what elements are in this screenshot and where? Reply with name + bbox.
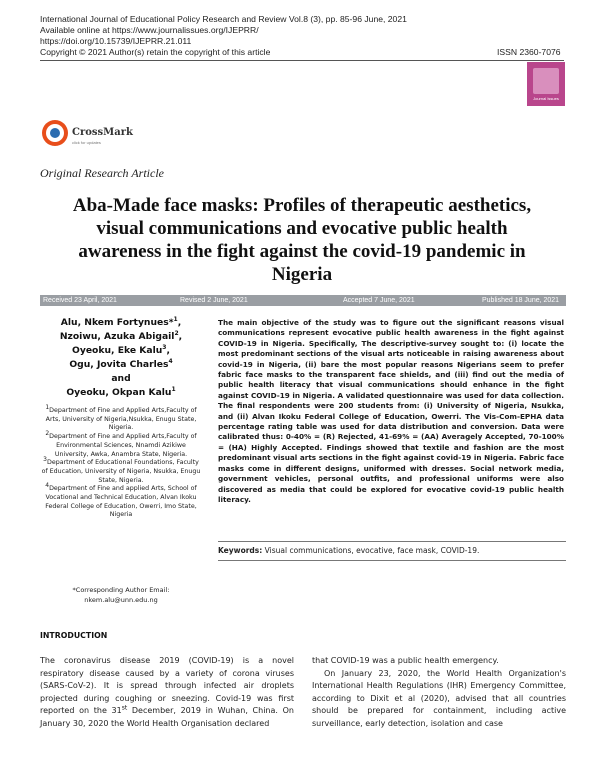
journal-logo-icon — [533, 68, 559, 94]
author-name: Alu, Nkem Fortynues* — [60, 317, 174, 328]
issn: ISSN 2360-7076 — [497, 47, 561, 57]
intro-left-column — [40, 655, 294, 731]
journal-citation: International Journal of Educational Policy Research and Review Vol.8 (3), pp. 85-96 June, 2021 — [40, 14, 407, 24]
revised-date: Revised 2 June, 2021 — [180, 297, 248, 304]
corresponding-email[interactable]: nkem.alu@unn.edu.ng — [84, 596, 158, 604]
author-name: Nzoiwu, Azuka Abigail — [59, 331, 175, 342]
header-divider — [40, 60, 564, 61]
crossmark-sub[interactable]: click for updates — [72, 140, 101, 145]
affiliations — [40, 403, 202, 520]
affiliation-item: $^4$Department of Fine and applied Arts, School of Vocational and Technical Education, Alvan Ikoku Federal College of Education, Owerri, Imo State, Nigeria — [45, 482, 197, 519]
journal-header — [40, 14, 540, 58]
intro-right-column — [312, 655, 566, 731]
intro-paragraph: that COVID-19 was a public health emergency. — [312, 656, 499, 665]
intro-paragraph: On January 23, 2020, the World Health Organization's International Health Regulations (IHR) Emergency Committee, according to Dixit et al (2020), advised that all countries should be prepared for containment, including active surveillance, early detection, isolation and case — [312, 668, 566, 728]
copyright-notice: Copyright © 2021 Author(s) retain the copyright of this article — [40, 47, 271, 57]
author-name: Ogu, Jovita Charles — [69, 359, 169, 370]
doi-link[interactable]: https://doi.org/10.15739/IJEPRR.21.011 — [40, 36, 192, 46]
title-line: awareness in the fight against the covid-19 pandemic in — [78, 241, 526, 262]
journal-logo-text: Journal Issues — [533, 96, 559, 101]
article-title — [40, 194, 564, 286]
affiliation-item: $^1$Department of Fine and Applied Arts,Faculty of Arts, University of Nigeria,Nsukka, Enugu State, Nigeria. — [45, 403, 197, 432]
author-name: Oyeoku, Eke Kalu — [72, 345, 163, 356]
title-line: Nigeria — [271, 264, 333, 285]
article-type: Original Research Article — [40, 166, 164, 180]
abstract-divider-top — [218, 541, 566, 542]
available-online-link[interactable]: Available online at https://www.journalissues.org/IJEPRR/ — [40, 25, 259, 35]
accepted-date: Accepted 7 June, 2021 — [343, 297, 415, 304]
title-line: visual communications and evocative public health — [96, 218, 508, 239]
abstract-divider-bottom — [218, 560, 566, 561]
received-date: Received 23 April, 2021 — [43, 297, 117, 304]
dates-bar — [40, 295, 566, 306]
section-heading-introduction: INTRODUCTION — [40, 631, 108, 640]
author-name: Oyeoku, Okpan Kalu — [66, 387, 172, 398]
crossmark-icon[interactable] — [42, 120, 68, 146]
affiliation-item: $^3$Department of Educational Foundations, Faculty of Education, University of Nigeria, Nsukka, Enugu State, Nigeria. — [41, 456, 201, 484]
author-list: Alu, Nkem Fortynues*$^1$, Nzoiwu, Azuka Abigail$^2$, Oyeoku, Eke Kalu$^3$, Ogu, Jovita Charles$^4$ and Oyeoku, Okpan Kalu$^1$ — [40, 316, 202, 400]
affiliation-item: $^2$Department of Fine and Applied Arts,Faculty of Environmental Sciences, Nnamdi Azikiwe University, Awka, Anambra State, Nigeria. — [45, 430, 197, 458]
published-date: Published 18 June, 2021 — [482, 297, 560, 304]
keywords: Keywords: Visual communications, evocative, face mask, COVID-19. — [218, 546, 480, 555]
crossmark-label[interactable]: CrossMark — [72, 127, 133, 138]
corresponding-author — [40, 585, 202, 605]
corresponding-label: *Corresponding Author Email: — [72, 586, 170, 594]
abstract: The main objective of the study was to figure out the significant reasons visual communications represent evocative public health awareness in the fight against COVID-19 in Nigeria. Specifically, The descriptive-survey sought to: (i) locate the most predominant sections of the visual arts noticeable in raising awareness about covid-19 in Nigeria, (ii) bare the most popular reasons Nigerians seem to prefer fabric face masks to the transparent face shields, and (iii) find out the media of public health literacy that visual communications should enhance in the fight against COVID-19 in Nigeria. A validated questionnaire was used for data collection. The final respondents were 200 students from: (i) University of Nigeria, Nsukka, and (ii) Alvan Ikoku Federal College of Education, Owerri. The Vis-Com-EPHA data percentage rating table was used for data distribution and conversion. Data were calibrated thus: 0-40% = (R) Rejected, 41-69% = (AA) Averagely Accepted, 70-100% = (HA) Highly Accepted. Findings showed that textile and fashion are the most predominant visual arts sections in the fight against covid-19 in Nigeria. Fabric face masks come in different designs, uniformed with dresses. Social network media, government vehicles, personal outfits, and professional uniforms were also discovered as media that could be explored for evocative covid-19 public health literacy. — [218, 318, 564, 504]
title-line: Aba-Made face masks: Profiles of therapeutic aesthetics, — [72, 195, 532, 216]
intro-paragraph: The coronavirus disease 2019 (COVID-19) is a novel respiratory disease caused by a variety of corona viruses (SARS-CoV-2). It is spread through infected air droplets projected during coughing or sneezing. Covid-19 was first reported on the 31st December, 2019 in Wuhan, China. On January 30, 2020 the World Health Organisation declared — [40, 656, 294, 728]
journal-logo — [527, 62, 565, 106]
author-and: and — [111, 373, 131, 384]
